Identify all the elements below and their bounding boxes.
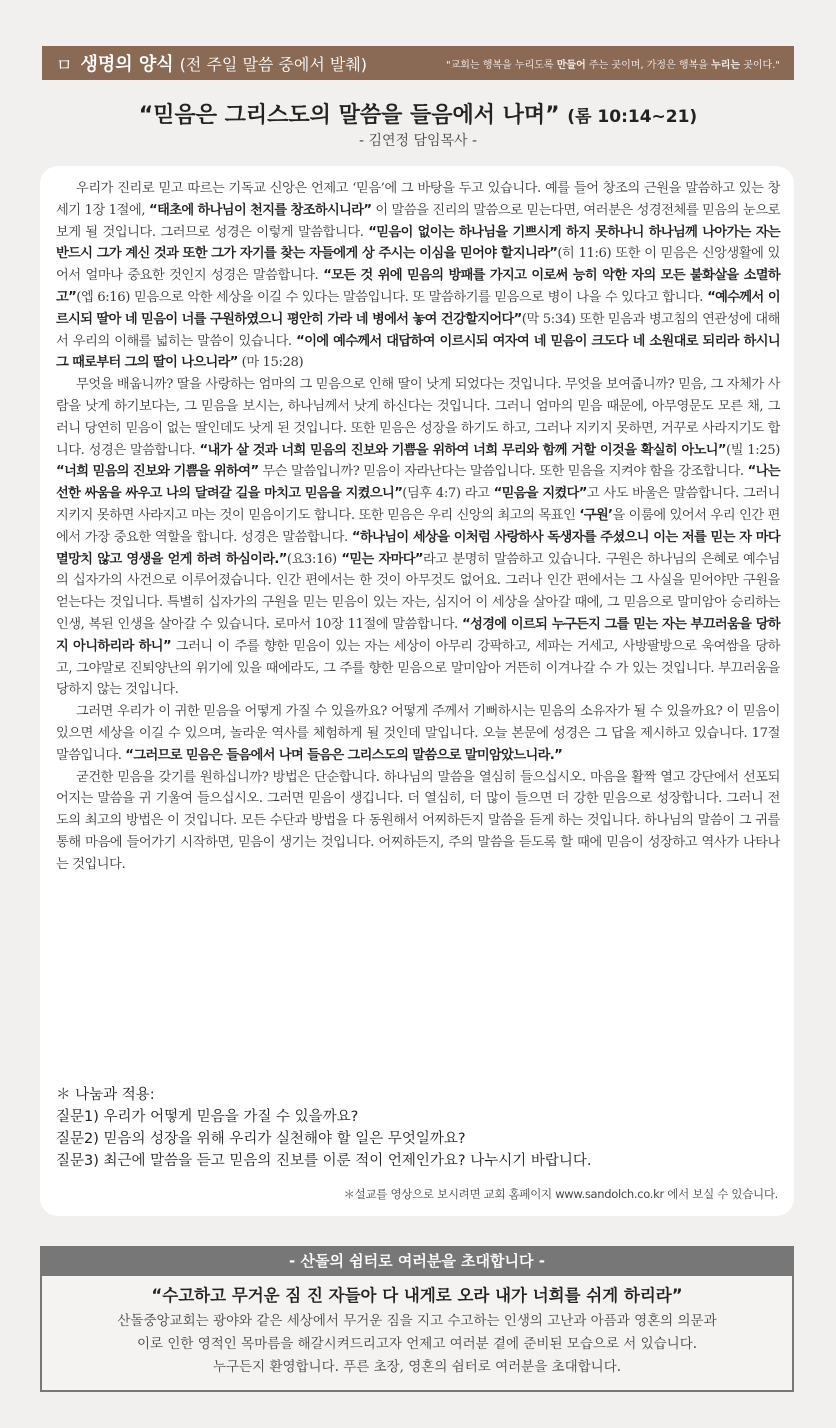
- scripture-quote: “믿음이 없이는 하나님을 기쁘시게 하지 못하나니 하나님께 나아가는 자는 반드시 그가 계신 것과 또한 그가 자기를 찾는 자들에게 상 주시는 이심을 믿어야 할지니라”: [56, 224, 780, 262]
- church-motto: "교회는 행복을 누리도록 만들어 주는 곳이며, 가정은 행복을 누리는 곳이다.": [446, 59, 780, 71]
- sermon-body: [56, 178, 780, 876]
- question-item: 질문2) 믿음의 성장을 위해 우리가 실천해야 할 일은 무엇일까요?: [56, 1131, 466, 1147]
- invite-box: [40, 1274, 794, 1392]
- sermon-paragraph: 그러면 우리가 이 귀한 믿음을 어떻게 가질 수 있을까요? 어떻게 주께서 기뻐하시는 믿음의 소유자가 될 수 있을까요? 이 믿음이 있으면 세상을 이길 수 있으며, 놀라운 역사를 체험하게 될 것인데 말입니다. 오늘 본문에 성경은 그 답을 제시하고 있습니다. 17절 말씀입니다. “그러므로 믿음은 들음에서 나며 들음은 그리스도의 말씀으로 말미암았느니라.”: [56, 704, 780, 763]
- invite-line: 이로 인한 영적인 목마름을 해갈시켜드리고자 언제고 여러분 곁에 준비된 모습으로 서 있습니다.: [136, 1336, 698, 1352]
- scripture-quote: “그러므로 믿음은 들음에서 나며 들음은 그리스도의 말씀으로 말미암았느니라.”: [125, 747, 563, 763]
- sermon-title-text: “믿음은 그리스도의 말씀을 들음에서 나며”: [138, 103, 560, 128]
- sermon-paragraph: 무엇을 배웁니까? 딸을 사랑하는 엄마의 그 믿음으로 인해 딸이 낫게 되었다는 것입니다. 무엇을 보여줍니까? 믿음, 그 자체가 사람을 낫게 하기보다는, 그 믿음을 보시는, 하나님께서 낫게 하신다는 것입니다. 그러니 엄마의 믿음 때문에, 아무영문도 모른 채, 그러니 당연히 믿음이 없는 딸인데도 낫게 된 것입니다. 또한 믿음은 성장을 하기도 하고, 그러나 지키지 못하면, 거꾸로 사라지기도 합니다. 성경은 말씀합니다. “내가 살 것과 너희 믿음의 진보와 기쁨을 위하여 너희 무리와 함께 거할 이것을 확실히 아노니”(빌 1:25) “너희 믿음의 진보와 기쁨을 위하여” 무슨 말씀입니까? 믿음이 자라난다는 말씀입니다. 또한 믿음을 지켜야 함을 강조합니다. “나는 선한 싸움을 싸우고 나의 달려갈 길을 마치고 믿음을 지켰으니”(딤후 4:7) 라고 “믿음을 지켰다”고 사도 바울은 말씀합니다. 그러니 지키지 못하면 사라지고 마는 것이 믿음이기도 합니다. 또한 믿음은 우리 신앙의 최고의 목표인 ‘구원’을 이룸에 있어서 우리 인간 편에서 가장 중요한 역할을 합니다. 성경은 말씀합니다. “하나님이 세상을 이처럼 사랑하사 독생자를 주셨으니 이는 저를 믿는 자 마다 멸망치 않고 영생을 얻게 하려 하심이라.”(요3:16) “믿는 자마다”라고 분명히 말씀하고 있습니다. 구원은 하나님의 은혜로 예수님의 십자가의 사건으로 이루어졌습니다. 인간 편에서는 한 것이 아무것도 없어요. 그러나 인간 편에서는 그 사실을 믿어야만 구원을 얻는다는 것입니다. 특별히 십자가의 구원을 믿는 믿음이 있는 자는, 심지어 이 세상을 살아갈 때에, 그 믿음으로 말미암아 승리하는 인생, 복된 인생을 살아갈 수 있습니다. 로마서 10장 11절에 말씀합니다. “성경에 이르되 누구든지 그를 믿는 자는 부끄러움을 당하지 아니하리라 하니” 그러니 이 주를 향한 믿음이 있는 자는 세상이 아무리 강팍하고, 세파는 거세고, 사방팔방으로 욱여쌈을 당하고, 그야말로 진퇴양난의 위기에 있을 때에라도, 그 주를 향한 믿음으로 말미암아 거뜬히 이겨나갈 수 가 있는 것입니다. 부끄러움을 당하지 않는 것입니다.: [56, 377, 781, 698]
- scripture-quote: “나는 선한 싸움을 싸우고 나의 달려갈 길을 마치고 믿음을 지켰으니”: [56, 464, 780, 502]
- section-header-bar: [42, 46, 794, 80]
- scripture-quote: “믿음을 지켰다”: [493, 486, 587, 502]
- sermon-title: [0, 98, 836, 129]
- sermon-paragraph: 굳건한 믿음을 갖기를 원하십니까? 방법은 단순합니다. 하나님의 말씀을 열심히 들으십시오. 마음을 활짝 열고 강단에서 선포되어지는 말씀을 귀 기울여 들으십시오. 그러면 믿음이 생깁니다. 더 열심히, 더 많이 들으면 더 강한 믿음으로 성장합니다. 그러니 전도의 최고의 방법은 이 것입니다. 모든 수단과 방법을 다 동원해서 어찌하든지 말씀을 듣게 하는 것입니다. 하나님의 말씀이 그 귀를 통해 마음에 들어가기 시작하면, 믿음이 생기는 것입니다. 어찌하든지, 주의 말씀을 듣도록 할 때에 믿음이 성장하고 역사가 나타나는 것입니다.: [56, 769, 780, 872]
- section-title: 생명의 양식: [80, 54, 174, 75]
- invite-verse: “수고하고 무거운 짐 진 자들아 다 내게로 오라 내가 너희를 쉬게 하리라”: [151, 1286, 683, 1305]
- sharing-heading: ＊ 나눔과 적용:: [56, 1087, 155, 1103]
- video-note: ＊설교를 영상으로 보시려면 교회 홈페이지 www.sandolch.co.kr 에서 보실 수 있습니다.: [343, 1187, 778, 1201]
- section-subtitle: (전 주일 말씀 중에서 발췌): [179, 54, 368, 74]
- scripture-quote: “성경에 이르되 누구든지 그를 믿는 자는 부끄러움을 당하지 아니하리라 하니”: [56, 616, 780, 654]
- sharing-section: [56, 1084, 592, 1172]
- invite-text: [42, 1310, 792, 1379]
- invite-header-bar: - 산돌의 쉼터로 여러분을 초대합니다 -: [40, 1246, 794, 1274]
- sermon-author: - 김연정 담임목사 -: [358, 133, 478, 149]
- scripture-quote: “태초에 하나님이 천지를 창조하시니라”: [149, 202, 372, 218]
- scripture-quote: “예수께서 이르시되 딸아 네 믿음이 너를 구원하였으니 평안히 가라 네 병에서 놓여 건강할지어다”: [56, 289, 780, 327]
- sermon-reference: (롬 10:14~21): [567, 107, 698, 127]
- scripture-quote: “하나님이 세상을 이처럼 사랑하사 독생자를 주셨으니 이는 저를 믿는 자 마다 멸망치 않고 영생을 얻게 하려 하심이라.”: [56, 529, 780, 567]
- invite-line: 산돌중앙교회는 광야와 같은 세상에서 무거운 짐을 지고 수고하는 인생의 고난과 아픔과 영혼의 의문과: [117, 1313, 717, 1329]
- scripture-quote: “모든 것 위에 믿음의 방패를 가지고 이로써 능히 악한 자의 모든 불화살을 소멸하고”: [56, 268, 780, 305]
- question-item: 질문1) 우리가 어떻게 믿음을 가질 수 있을까요?: [56, 1109, 359, 1125]
- invite-line: 누구든지 환영합니다. 푸른 초장, 영혼의 쉼터로 여러분을 초대합니다.: [212, 1359, 622, 1375]
- scripture-quote: “이에 예수께서 대답하여 이르시되 여자여 네 믿음이 크도다 네 소원대로 되리라 하시니 그 때로부터 그의 딸이 나으니라”: [56, 333, 780, 371]
- scripture-quote: “너희 믿음의 진보와 기쁨을 위하여”: [56, 464, 259, 480]
- sermon-paragraph: 우리가 진리로 믿고 따르는 기독교 신앙은 언제고 ‘믿음’에 그 바탕을 두고 있습니다. 예를 들어 창조의 근원을 말씀하고 있는 창세기 1장 1절에, “태초에 하나님이 천지를 창조하시니라” 이 말씀을 진리의 말씀으로 믿는다면, 여러분은 성경전체를 믿음의 눈으로 보게 될 것입니다. 그러므로 성경은 이렇게 말씀합니다. “믿음이 없이는 하나님을 기쁘시게 하지 못하나니 하나님께 나아가는 자는 반드시 그가 계신 것과 또한 그가 자기를 찾는 자들에게 상 주시는 이심을 믿어야 할지니라”(히 11:6) 또한 이 믿음은 신앙생활에 있어서 얼마나 중요한 것인지 성경은 말씀합니다. “모든 것 위에 믿음의 방패를 가지고 이로써 능히 악한 자의 모든 불화살을 소멸하고”(엡 6:16) 믿음으로 악한 세상을 이길 수 있다는 말씀입니다. 또 말씀하기를 믿음으로 병이 나을 수 있다고 합니다. “예수께서 이르시되 딸아 네 믿음이 너를 구원하였으니 평안히 가라 네 병에서 놓여 건강할지어다”(막 5:34) 또한 믿음과 병고침의 연관성에 대해서 우리의 이해를 넓히는 말씀이 있습니다. “이에 예수께서 대답하여 이르시되 여자여 네 믿음이 크도다 네 소원대로 되리라 하시니 그 때로부터 그의 딸이 나으니라” (마 15:28): [56, 181, 781, 371]
- scripture-quote: “내가 살 것과 너희 믿음의 진보와 기쁨을 위하여 너희 무리와 함께 거할 이것을 확실히 아노니”: [199, 442, 726, 458]
- question-item: 질문3) 최근에 말씀을 듣고 믿음의 진보를 이룬 적이 언제인가요? 나누시기 바랍니다.: [56, 1153, 592, 1169]
- scripture-quote: “믿는 자마다”: [341, 551, 423, 567]
- sermon-panel: [40, 166, 794, 1216]
- square-bullet-icon: ㅁ: [56, 55, 73, 76]
- scripture-quote: ‘구원’: [579, 507, 613, 523]
